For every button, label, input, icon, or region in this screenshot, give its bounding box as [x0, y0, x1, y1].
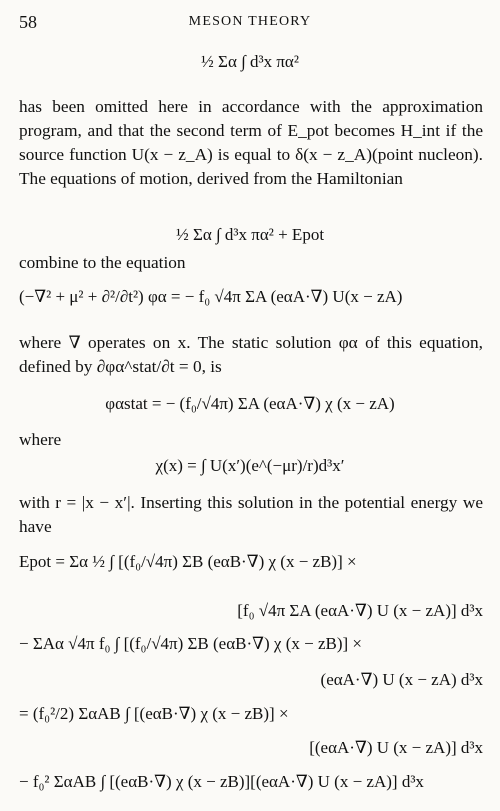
equation-chi: χ(x) = ∫ U(x′)(e^(−μr)/r)d³x′	[155, 456, 345, 475]
equation-energy-line-5: = (f₀²/2) ΣαAB ∫ [(eαB·∇) χ (x − zB)] ×	[19, 704, 289, 723]
equation-hamiltonian: ½ Σα ∫ d³x πα² + Epot	[175, 225, 325, 244]
equation-kinetic-term: ½ Σα ∫ d³x πα²	[201, 52, 299, 71]
equation-energy-line-1: Epot = Σα ½ ∫ [(f₀/√4π) ΣB (eαB·∇) χ (x − zB)] ×	[19, 552, 357, 571]
paragraph-1: has been omitted here in accordance with the approximation program, and that the second term of E_pot becomes H_int if the source function U(x − z_A) is equal to δ(x − z_A)(point nucleon). The equations of motion, derived from the Hamiltonian	[19, 97, 483, 188]
equation-energy-line-6: [(eαA·∇) U (x − zA)] d³x	[309, 738, 483, 757]
paragraph-3: where ∇ operates on x. The static solution φα of this equation, defined by ∂φα^stat/∂t = 0, is	[19, 333, 483, 376]
running-title: MESON THEORY	[188, 14, 312, 29]
equation-energy-line-7: − f₀² ΣαAB ∫ [(eαB·∇) χ (x − zB)][(eαA·∇) U (x − zA)] d³x	[19, 772, 424, 791]
equation-energy-line-2: [f₀ √4π ΣA (eαA·∇) U (x − zA)] d³x	[237, 601, 483, 620]
equation-energy-line-4: (eαA·∇) U (x − zA) d³x	[320, 670, 483, 689]
equation-motion: (−∇² + μ² + ∂²/∂t²) φα = − f₀ √4π ΣA (eαA·∇) U(x − zA)	[19, 287, 403, 306]
paragraph-5: with r = |x − x′|. Inserting this solution in the potential energy we have	[19, 493, 483, 536]
equation-static-solution: φαstat = − (f₀/√4π) ΣA (eαA·∇) χ (x − zA)	[105, 394, 395, 413]
equation-energy-line-3: − ΣAα √4π f₀ ∫ [(f₀/√4π) ΣB (eαB·∇) χ (x − zB)] ×	[19, 634, 362, 653]
page-number: 58	[19, 12, 37, 32]
paragraph-2: combine to the equation	[19, 253, 186, 272]
paragraph-4: where	[19, 430, 62, 449]
